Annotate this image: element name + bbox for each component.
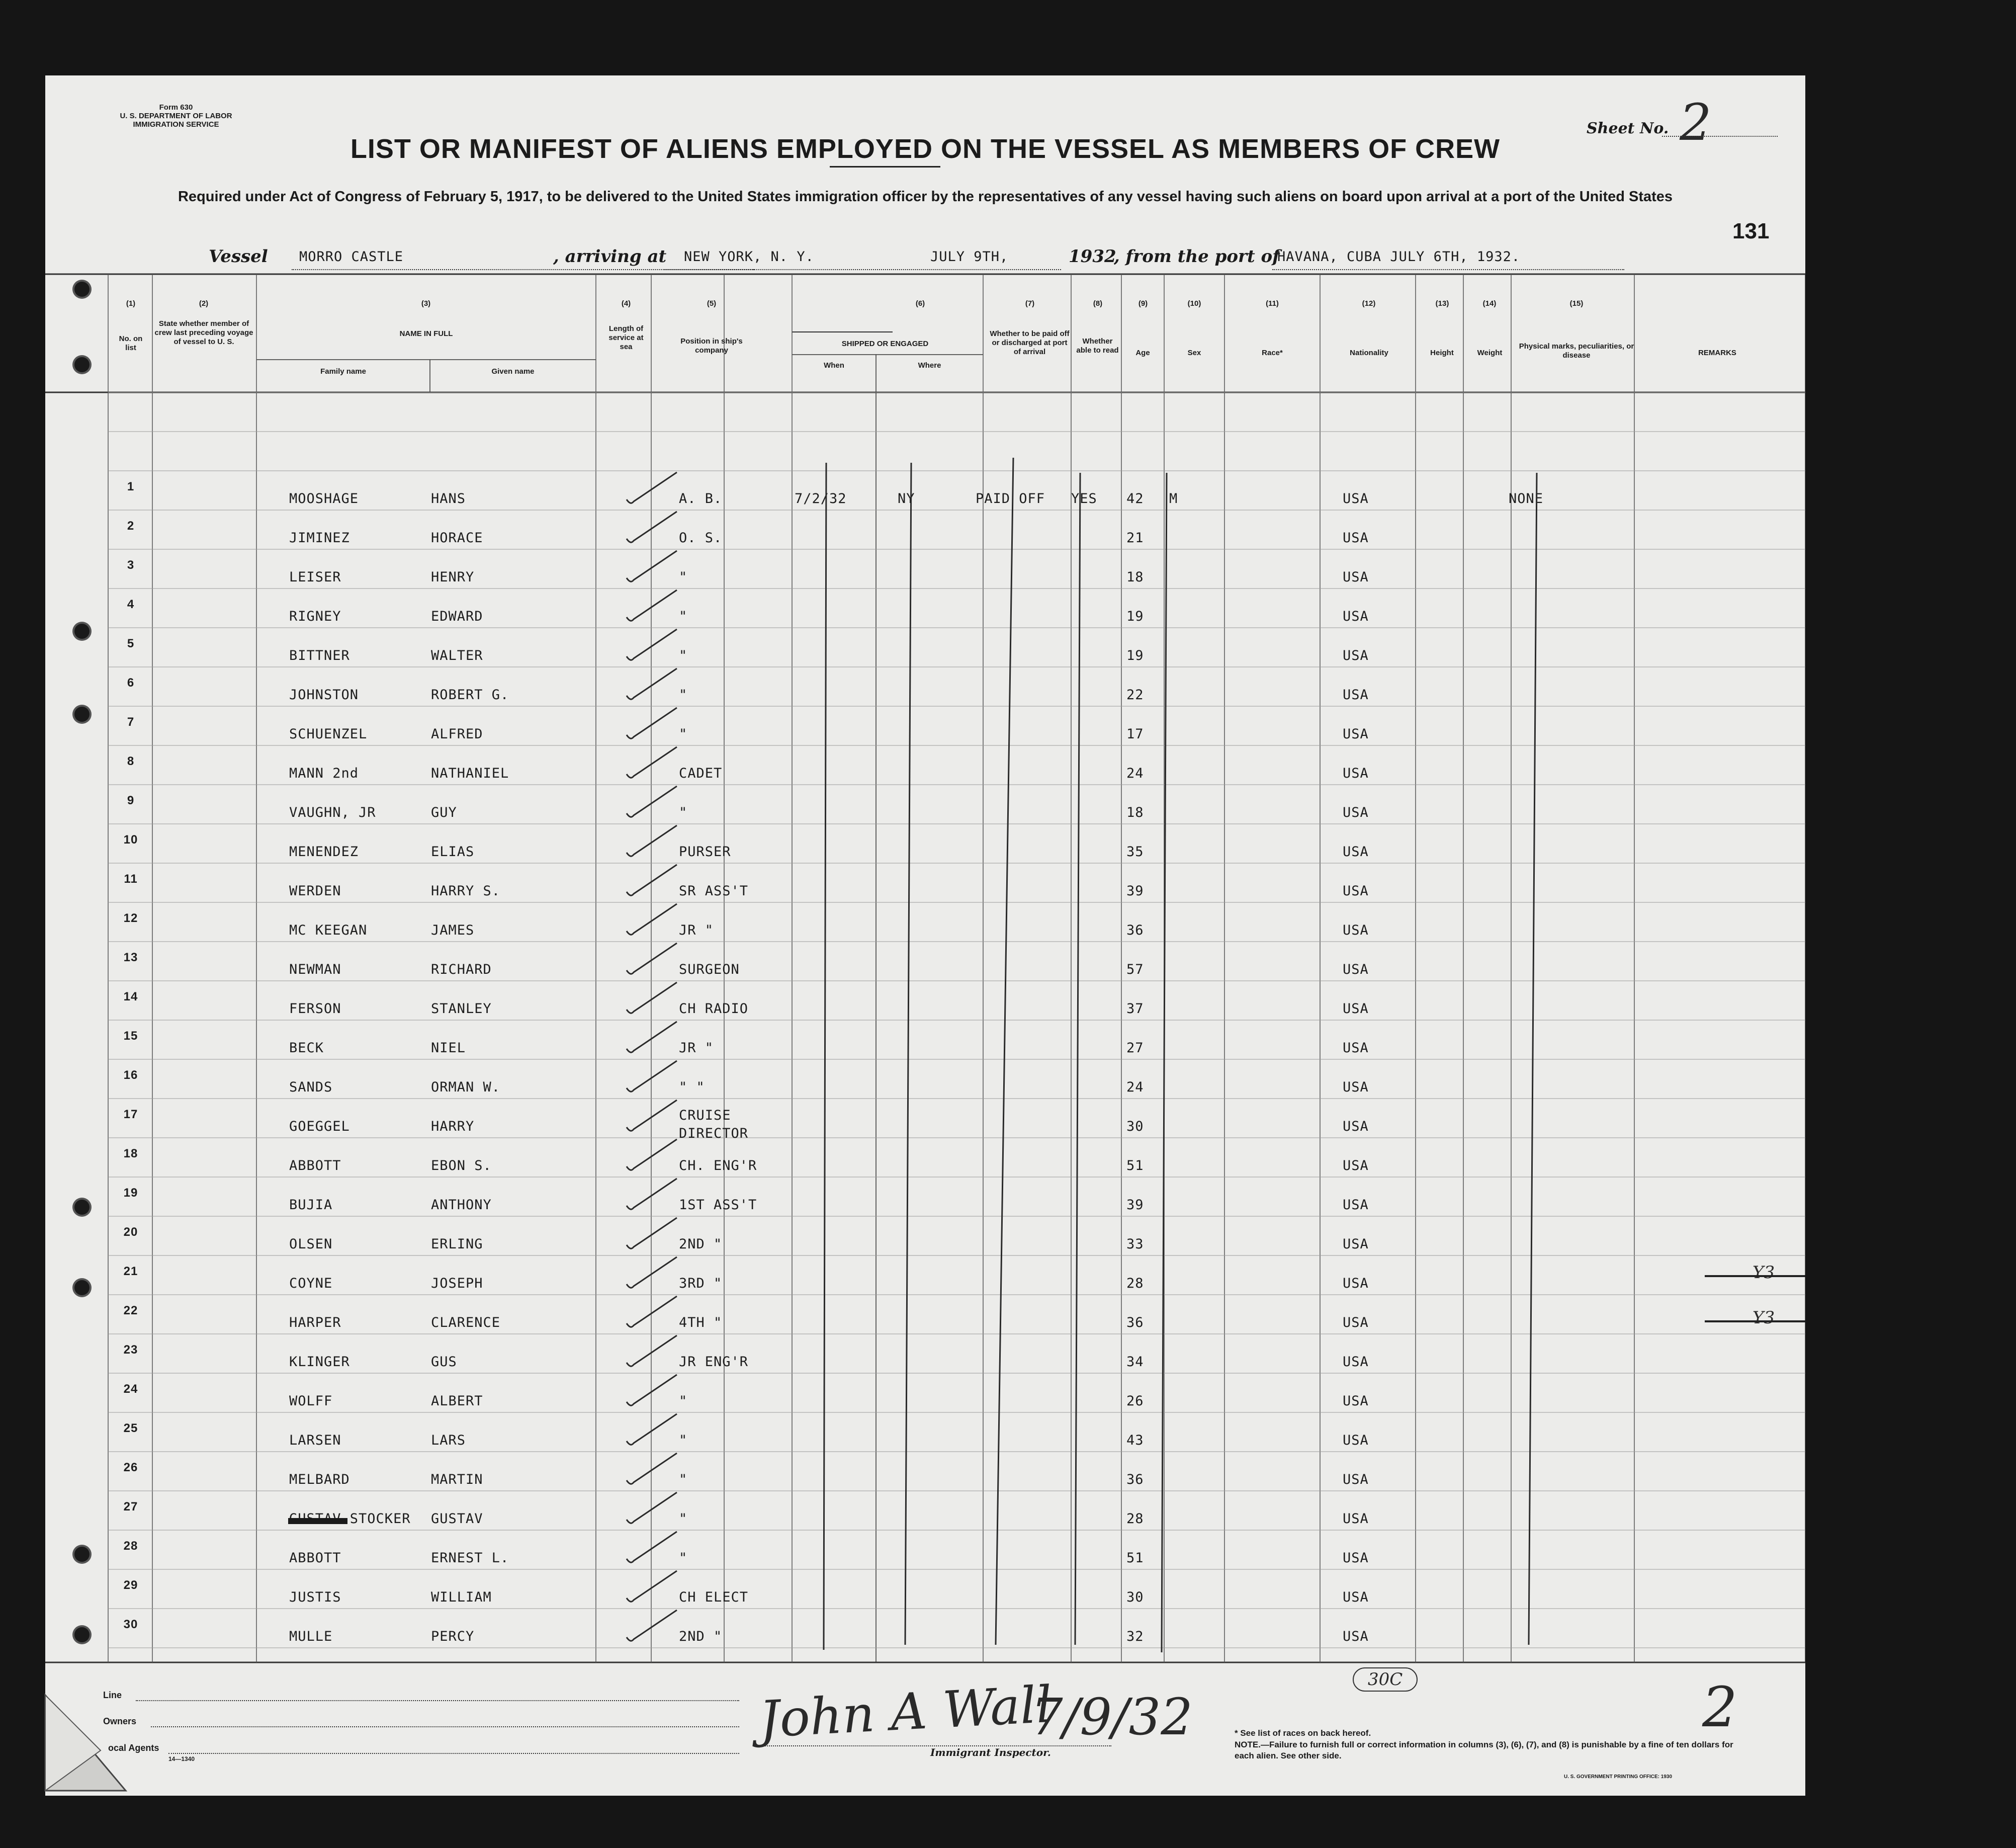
nationality: USA (1343, 491, 1369, 507)
column-number: (7) (1025, 299, 1035, 308)
given-name: HARRY (431, 1119, 475, 1134)
age: 26 (1126, 1393, 1144, 1409)
age: 28 (1126, 1276, 1144, 1291)
given-name: EBON S. (431, 1158, 492, 1173)
column-number: (1) (126, 299, 136, 308)
position: JR " (679, 922, 714, 938)
nationality: USA (1343, 962, 1369, 977)
header-paid-off: Whether to be paid off or discharged at port of arrival (990, 329, 1070, 356)
header-able-to-read: Whether able to read (1076, 337, 1119, 355)
vessel-label: Vessel (209, 246, 268, 267)
nationality: USA (1343, 1197, 1369, 1213)
nationality: USA (1343, 1629, 1369, 1644)
age: 18 (1126, 805, 1144, 820)
nationality: USA (1343, 922, 1369, 938)
position: " (679, 609, 688, 624)
given-name: HANS (431, 491, 466, 507)
sheet-number: 2 (1680, 93, 1712, 152)
note-text: NOTE.—Failure to furnish full or correct information in columns (3), (6), (7), and (8) is punishable by a fine of ten dollars for each alien. See other side. (1235, 1740, 1733, 1760)
row-number: 8 (127, 754, 135, 768)
position: A. B. (679, 491, 723, 507)
family-name: JIMINEZ (289, 530, 350, 546)
header-family-name: Family name (320, 367, 366, 376)
vessel-name: MORRO CASTLE (299, 249, 404, 265)
given-name: GUY (431, 805, 457, 820)
position: 1ST ASS'T (679, 1197, 757, 1213)
position: JR ENG'R (679, 1354, 749, 1370)
age: 18 (1126, 569, 1144, 585)
header-when: When (824, 361, 844, 370)
footer-line-label: Line (103, 1690, 122, 1700)
family-name: OLSEN (289, 1236, 333, 1252)
position: SURGEON (679, 962, 740, 977)
family-name: GOEGGEL (289, 1119, 350, 1134)
row-number: 22 (123, 1304, 138, 1317)
nationality: USA (1343, 1119, 1369, 1134)
column-number: (14) (1482, 299, 1497, 308)
row-number: 4 (127, 598, 135, 611)
physical-marks: NONE (1509, 491, 1544, 507)
folded-corner (40, 1675, 151, 1796)
row-number: 20 (123, 1225, 138, 1239)
column-number: (10) (1187, 299, 1201, 308)
age: 33 (1126, 1236, 1144, 1252)
family-name: VAUGHN, JR (289, 805, 376, 820)
family-name: MENENDEZ (289, 844, 359, 860)
given-name: EDWARD (431, 609, 483, 624)
age: 19 (1126, 609, 1144, 624)
row-number: 5 (127, 637, 135, 650)
row-number: 21 (123, 1265, 138, 1278)
nationality: USA (1343, 1433, 1369, 1448)
age: 37 (1126, 1001, 1144, 1017)
arriving-label: , arriving at (553, 246, 667, 267)
age: 32 (1126, 1629, 1144, 1644)
position: CH ELECT (679, 1589, 749, 1605)
given-name: WILLIAM (431, 1589, 492, 1605)
row-number: 23 (123, 1343, 138, 1357)
age: 17 (1126, 726, 1144, 742)
nationality: USA (1343, 1354, 1369, 1370)
family-name: HARPER (289, 1315, 341, 1330)
header-where: Where (918, 361, 941, 370)
given-name: ELIAS (431, 844, 475, 860)
age: 28 (1126, 1511, 1144, 1527)
footer-agents-label: ocal Agents (108, 1743, 159, 1753)
header-physical-marks: Physical marks, peculiarities, or disease (1519, 342, 1634, 360)
position: CADET (679, 766, 723, 781)
header-age: Age (1135, 349, 1150, 357)
position: JR " (679, 1040, 714, 1056)
column-number: (13) (1435, 299, 1449, 308)
row-number: 15 (123, 1029, 138, 1043)
service: IMMIGRATION SERVICE (133, 120, 219, 129)
row-number: 26 (123, 1461, 138, 1474)
row-number: 24 (123, 1382, 138, 1396)
given-name: JAMES (431, 922, 475, 938)
nationality: USA (1343, 883, 1369, 899)
given-name: NIEL (431, 1040, 466, 1056)
header-no-on-list: No. on list (119, 334, 143, 352)
nationality: USA (1343, 569, 1369, 585)
inspector-signature: John A Wall (758, 1674, 1054, 1749)
form-title: LIST OR MANIFEST OF ALIENS EMPLOYED ON THE VESSEL AS MEMBERS OF CREW (350, 134, 1501, 164)
header-remarks: REMARKS (1698, 349, 1736, 357)
row-number: 6 (127, 676, 135, 690)
position: " (679, 1433, 688, 1448)
header-sex: Sex (1187, 349, 1201, 357)
nationality: USA (1343, 844, 1369, 860)
position: " (679, 726, 688, 742)
given-name: ERNEST L. (431, 1550, 509, 1566)
age: 24 (1126, 766, 1144, 781)
family-name: GUSTAV STOCKER (289, 1511, 411, 1527)
nationality: USA (1343, 1393, 1369, 1409)
given-name: HARRY S. (431, 883, 501, 899)
row-number: 9 (127, 794, 135, 807)
given-name: ANTHONY (431, 1197, 492, 1213)
family-name: LARSEN (289, 1433, 341, 1448)
family-name: MELBARD (289, 1472, 350, 1487)
age: 30 (1126, 1589, 1144, 1605)
from-port: HAVANA, CUBA JULY 6TH, 1932. (1277, 249, 1521, 265)
position: 3RD " (679, 1276, 723, 1291)
family-name: MOOSHAGE (289, 491, 359, 507)
family-name: RIGNEY (289, 609, 341, 624)
family-name: WERDEN (289, 883, 341, 899)
given-name: WALTER (431, 648, 483, 663)
given-name: JOSEPH (431, 1276, 483, 1291)
shipped-when: 7/2/32 (795, 491, 847, 507)
header-shipped: SHIPPED OR ENGAGED (841, 340, 929, 348)
nationality: USA (1343, 1315, 1369, 1330)
family-name: LEISER (289, 569, 341, 585)
position: " " (679, 1079, 705, 1095)
header-race: Race* (1262, 349, 1283, 357)
signature-date: 7/9/32 (1031, 1688, 1193, 1746)
family-name: MANN 2nd (289, 766, 359, 781)
given-name: NATHANIEL (431, 766, 509, 781)
position: CH RADIO (679, 1001, 749, 1017)
margin-strike (1705, 1275, 1805, 1277)
row-number: 29 (123, 1578, 138, 1592)
handwritten-page-number: 2 (1702, 1675, 1737, 1739)
header-position: Position in ship's company (680, 337, 743, 355)
nationality: USA (1343, 1511, 1369, 1527)
shipped-where: NY (898, 491, 915, 507)
position: " (679, 1472, 688, 1487)
form-subtitle: Required under Act of Congress of February 5, 1917, to be delivered to the United States immigration officer by the representatives of any vessel having such aliens on board upon arrival at a port of the United States (178, 189, 1673, 205)
given-name: GUSTAV (431, 1511, 483, 1527)
family-name: JUSTIS (289, 1589, 341, 1605)
nationality: USA (1343, 1040, 1369, 1056)
given-name: MARTIN (431, 1472, 483, 1487)
age: 51 (1126, 1158, 1144, 1173)
nationality: USA (1343, 609, 1369, 624)
family-name: JOHNSTON (289, 687, 359, 703)
given-name: STANLEY (431, 1001, 492, 1017)
age: 24 (1126, 1079, 1144, 1095)
row-number: 27 (123, 1500, 138, 1514)
position: 2ND " (679, 1629, 723, 1644)
nationality: USA (1343, 1276, 1369, 1291)
page-number: 131 (1732, 219, 1770, 243)
family-name: BECK (289, 1040, 324, 1056)
position: PURSER (679, 844, 731, 860)
note-races: * See list of races on back hereof. (1235, 1728, 1371, 1738)
margin-note: Y3 (1752, 1308, 1775, 1328)
family-name: ABBOTT (289, 1158, 341, 1173)
footer-agents-underline (168, 1753, 739, 1754)
age: 57 (1126, 962, 1144, 977)
given-name: ERLING (431, 1236, 483, 1252)
age: 21 (1126, 530, 1144, 546)
given-name: CLARENCE (431, 1315, 501, 1330)
arrival-date: JULY 9TH, (930, 249, 1009, 265)
age: 36 (1126, 1315, 1144, 1330)
given-name: GUS (431, 1354, 457, 1370)
given-name: ORMAN W. (431, 1079, 501, 1095)
row-number: 1 (127, 480, 135, 493)
arriving-at: NEW YORK, N. Y. (684, 249, 814, 265)
footer-owners-label: Owners (103, 1716, 137, 1726)
nationality: USA (1343, 1079, 1369, 1095)
form-number: Form 630 (159, 103, 193, 112)
position: CH. ENG'R (679, 1158, 757, 1173)
column-number: (2) (199, 299, 209, 308)
department: U. S. DEPARTMENT OF LABOR (120, 112, 232, 120)
age: 27 (1126, 1040, 1144, 1056)
row-number: 3 (127, 558, 135, 572)
position: " (679, 1550, 688, 1566)
given-name: HORACE (431, 530, 483, 546)
row-number: 16 (123, 1068, 138, 1082)
given-name: HENRY (431, 569, 475, 585)
position: DIRECTOR (679, 1126, 749, 1141)
family-name: SANDS (289, 1079, 333, 1095)
given-name: LARS (431, 1433, 466, 1448)
age: 36 (1126, 1472, 1144, 1487)
column-number: (6) (915, 299, 925, 308)
position: " (679, 569, 688, 585)
row-number: 13 (123, 951, 138, 964)
age: 35 (1126, 844, 1144, 860)
family-name: MC KEEGAN (289, 922, 368, 938)
position: O. S. (679, 530, 723, 546)
column-number: (8) (1093, 299, 1103, 308)
header-state-member: State whether member of crew last preceding voyage of vessel to U. S. (154, 319, 253, 346)
nationality: USA (1343, 726, 1369, 742)
position: SR ASS'T (679, 883, 749, 899)
family-name: COYNE (289, 1276, 333, 1291)
age: 43 (1126, 1433, 1144, 1448)
row-number: 10 (123, 833, 138, 847)
ditto-lines (45, 75, 1805, 1796)
header-weight: Weight (1477, 349, 1503, 357)
nationality: USA (1343, 687, 1369, 703)
family-name: SCHUENZEL (289, 726, 368, 742)
arrival-year: 1932 (1069, 246, 1116, 267)
position: 2ND " (679, 1236, 723, 1252)
row-number: 17 (123, 1108, 138, 1121)
footer-agents-code: 14—1340 (168, 1755, 195, 1762)
header-nationality: Nationality (1350, 349, 1388, 357)
nationality: USA (1343, 1236, 1369, 1252)
row-number: 18 (123, 1147, 138, 1160)
family-name: ABBOTT (289, 1550, 341, 1566)
position: " (679, 648, 688, 663)
nationality: USA (1343, 1472, 1369, 1487)
circled-code: 30C (1353, 1667, 1418, 1692)
header-height: Height (1430, 349, 1454, 357)
paid-off: PAID OFF (976, 491, 1045, 507)
given-name: RICHARD (431, 962, 492, 977)
row-number: 28 (123, 1539, 138, 1553)
nationality: USA (1343, 648, 1369, 663)
sheet-label: Sheet No. (1587, 120, 1669, 137)
nationality: USA (1343, 1589, 1369, 1605)
age: 39 (1126, 1197, 1144, 1213)
row-number: 12 (123, 911, 138, 925)
inspector-label: Immigrant Inspector. (930, 1746, 1051, 1758)
row-number: 11 (124, 872, 138, 886)
position: " (679, 1393, 688, 1409)
family-name: MULLE (289, 1629, 333, 1644)
manifest-sheet (45, 75, 1805, 1796)
nationality: USA (1343, 1158, 1369, 1173)
column-number: (9) (1138, 299, 1148, 308)
given-name: ALFRED (431, 726, 483, 742)
position: " (679, 805, 688, 820)
age: 36 (1126, 922, 1144, 938)
row-number: 7 (127, 715, 135, 729)
age: 34 (1126, 1354, 1144, 1370)
printing-office: U. S. GOVERNMENT PRINTING OFFICE: 1930 (1564, 1774, 1673, 1780)
header-length-service: Length of service at sea (608, 324, 644, 351)
position: " (679, 1511, 688, 1527)
margin-strike (1705, 1320, 1805, 1322)
given-name: ALBERT (431, 1393, 483, 1409)
age: 42 (1126, 491, 1144, 507)
family-name: FERSON (289, 1001, 341, 1017)
sex: M (1169, 491, 1178, 507)
family-name: BUJIA (289, 1197, 333, 1213)
family-name: KLINGER (289, 1354, 350, 1370)
column-number: (5) (707, 299, 717, 308)
row-number: 25 (123, 1421, 138, 1435)
age: 19 (1126, 648, 1144, 663)
column-number: (12) (1362, 299, 1376, 308)
header-name-in-full: NAME IN FULL (399, 329, 453, 338)
age: 51 (1126, 1550, 1144, 1566)
position: " (679, 687, 688, 703)
margin-note: Y3 (1752, 1263, 1775, 1283)
column-number: (11) (1266, 299, 1279, 308)
column-number: (4) (621, 299, 631, 308)
age: 39 (1126, 883, 1144, 899)
given-name: ROBERT G. (431, 687, 509, 703)
column-number: (15) (1569, 299, 1584, 308)
family-name: NEWMAN (289, 962, 341, 977)
row-number: 19 (123, 1186, 138, 1200)
nationality: USA (1343, 530, 1369, 546)
footer-owners-underline (151, 1726, 739, 1727)
age: 22 (1126, 687, 1144, 703)
nationality: USA (1343, 1550, 1369, 1566)
row-number: 30 (123, 1618, 138, 1631)
family-name: WOLFF (289, 1393, 333, 1409)
column-number: (3) (421, 299, 431, 308)
given-name: PERCY (431, 1629, 475, 1644)
row-number: 2 (127, 519, 135, 533)
position: CRUISE (679, 1108, 731, 1123)
from-port-label: , from the port of (1114, 246, 1280, 267)
family-name: BITTNER (289, 648, 350, 663)
nationality: USA (1343, 766, 1369, 781)
row-number: 14 (123, 990, 138, 1003)
footer-line-underline (136, 1700, 739, 1701)
age: 30 (1126, 1119, 1144, 1134)
header-given-name: Given name (491, 367, 535, 376)
nationality: USA (1343, 805, 1369, 820)
position: 4TH " (679, 1315, 723, 1330)
able-to-read: YES (1071, 491, 1097, 507)
nationality: USA (1343, 1001, 1369, 1017)
